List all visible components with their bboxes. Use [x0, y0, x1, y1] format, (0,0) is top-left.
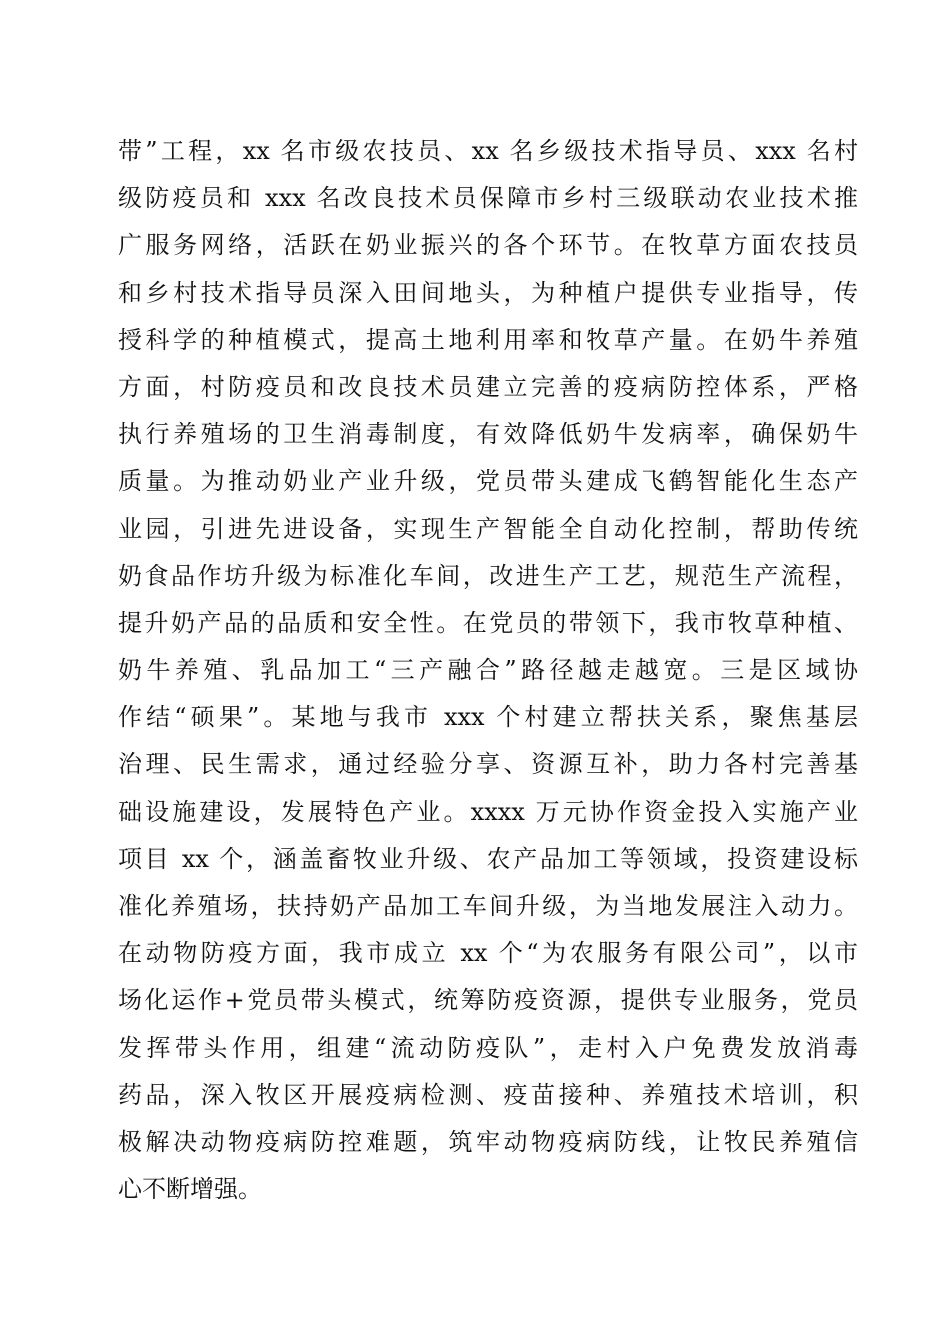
text-line-1: 带”工程，xx 名市级农技员、xx 名乡级技术指导员、xxx 名村: [118, 137, 858, 165]
text-line-16: 项目 xx 个，涵盖畜牧业升级、农产品加工等领域，投资建设标: [118, 844, 858, 873]
text-line-3: 广服务网络，活跃在奶业振兴的各个环节。在牧草方面农技员: [118, 231, 858, 260]
text-line-8: 质量。为推动奶业产业升级，党员带头建成飞鹤智能化生态产: [118, 467, 858, 496]
text-line-6: 方面，村防疫员和改良技术员建立完善的疫病防控体系，严格: [118, 372, 858, 401]
body-paragraph: [118, 128, 858, 1213]
text-line-13: 作结“硕果”。某地与我市 xxx 个村建立帮扶关系，聚焦基层: [118, 703, 858, 732]
text-line-4: 和乡村技术指导员深入田间地头，为种植户提供专业指导，传: [118, 278, 858, 307]
text-line-23: 心不断增强。: [118, 1175, 262, 1204]
text-line-10: 奶食品作坊升级为标准化车间，改进生产工艺，规范生产流程，: [118, 561, 858, 590]
text-line-12: 奶牛养殖、乳品加工“三产融合”路径越走越宽。三是区域协: [118, 656, 858, 685]
text-line-2: 级防疫员和 xxx 名改良技术员保障市乡村三级联动农业技术推: [118, 184, 858, 213]
text-line-19: 场化运作+党员带头模式，统筹防疫资源，提供专业服务，党员: [118, 986, 858, 1015]
text-line-11: 提升奶产品的品质和安全性。在党员的带领下，我市牧草种植、: [118, 608, 858, 637]
text-line-5: 授科学的种植模式，提高土地利用率和牧草产量。在奶牛养殖: [118, 325, 858, 354]
text-line-18: 在动物防疫方面，我市成立 xx 个“为农服务有限公司”，以市: [118, 939, 858, 968]
text-line-9: 业园，引进先进设备，实现生产智能全自动化控制，帮助传统: [118, 514, 858, 543]
text-line-17: 准化养殖场，扶持奶产品加工车间升级，为当地发展注入动力。: [118, 892, 858, 920]
text-line-15: 础设施建设，发展特色产业。xxxx 万元协作资金投入实施产业: [118, 797, 858, 826]
text-line-20: 发挥带头作用，组建“流动防疫队”，走村入户免费发放消毒: [118, 1033, 858, 1062]
text-line-7: 执行养殖场的卫生消毒制度，有效降低奶牛发病率，确保奶牛: [118, 420, 858, 449]
text-line-22: 极解决动物疫病防控难题，筑牢动物疫病防线，让牧民养殖信: [118, 1127, 858, 1156]
text-line-14: 治理、民生需求，通过经验分享、资源互补，助力各村完善基: [118, 750, 858, 779]
text-line-21: 药品，深入牧区开展疫病检测、疫苗接种、养殖技术培训，积: [118, 1080, 858, 1109]
